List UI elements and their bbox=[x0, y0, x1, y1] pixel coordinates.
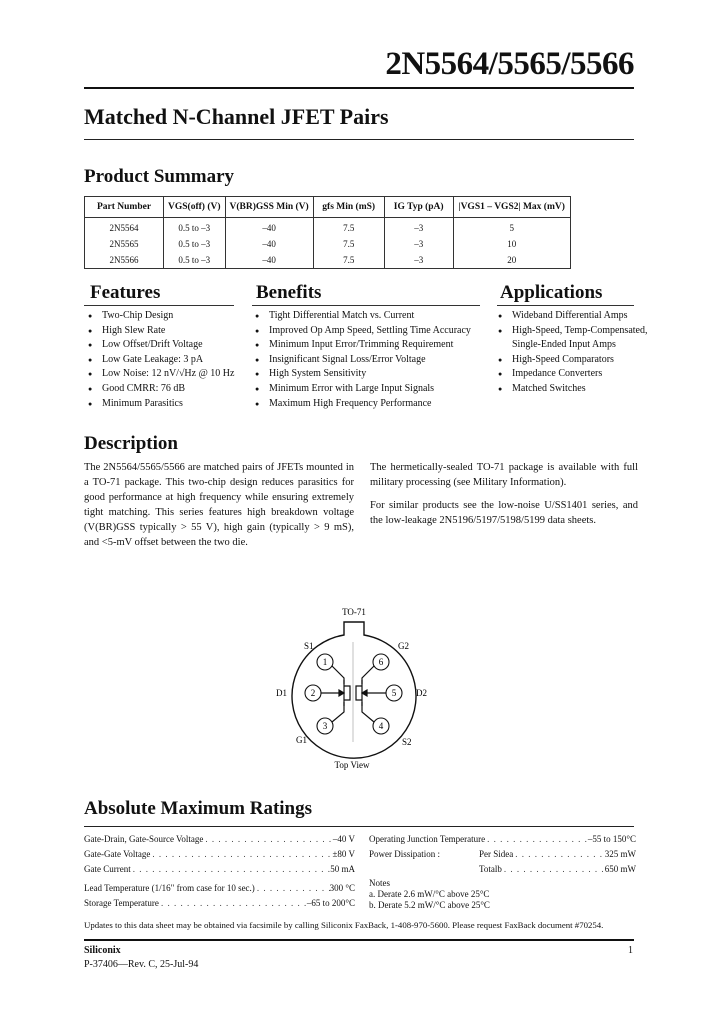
list-item: ● Good CMRR: 76 dB bbox=[88, 382, 234, 397]
list-item: ● High System Sensitivity bbox=[255, 367, 471, 382]
cell: –40 bbox=[225, 252, 313, 269]
table-row bbox=[85, 218, 571, 237]
col-vgs-diff: |VGS1 – VGS2| Max (mV) bbox=[453, 197, 570, 218]
cell: 5 bbox=[453, 218, 570, 237]
benefits-rule bbox=[252, 305, 480, 306]
ratings-notes bbox=[369, 878, 490, 910]
applications-rule bbox=[497, 305, 634, 306]
list-item: ● Low Gate Leakage: 3 pA bbox=[88, 353, 234, 368]
product-summary-table bbox=[84, 196, 571, 269]
cell: 20 bbox=[453, 252, 570, 269]
rating-label: Storage Temperature bbox=[84, 898, 159, 908]
package-label: TO-71 bbox=[342, 607, 366, 617]
pin-number: 3 bbox=[322, 721, 328, 731]
list-item: ● Tight Differential Match vs. Current bbox=[255, 309, 471, 324]
rating-value: 50 mA bbox=[330, 864, 355, 874]
list-item: ● Impedance Converters bbox=[498, 367, 647, 382]
col-part-number: Part Number bbox=[85, 197, 164, 218]
list-item: ● Minimum Error with Large Input Signals bbox=[255, 382, 471, 397]
table-header-row bbox=[85, 197, 571, 218]
cell: –40 bbox=[225, 236, 313, 252]
col-ig: IG Typ (pA) bbox=[384, 197, 453, 218]
rating-row bbox=[84, 832, 355, 847]
cell: 0.5 to –3 bbox=[164, 236, 226, 252]
notes-heading: Notes bbox=[369, 878, 390, 888]
table-row bbox=[85, 236, 571, 252]
list-item: ● Two-Chip Design bbox=[88, 309, 234, 324]
rating-label bbox=[369, 862, 479, 877]
cell: 7.5 bbox=[313, 218, 384, 237]
cell: 2N5564 bbox=[85, 218, 164, 237]
note-item: a. Derate 2.6 mW/°C above 25°C bbox=[369, 889, 490, 899]
part-number-title: 2N5564/5565/5566 bbox=[385, 46, 634, 82]
ratings-right bbox=[369, 832, 636, 877]
col-gfs: gfs Min (mS) bbox=[313, 197, 384, 218]
col-vgs-off: VGS(off) (V) bbox=[164, 197, 226, 218]
footer-doc-id: P-37406—Rev. C, 25-Jul-94 bbox=[84, 959, 199, 970]
list-item: ● High-Speed, Temp-Compensated, bbox=[498, 324, 647, 339]
features-heading: Features bbox=[90, 282, 161, 303]
rating-label: Power Dissipation : bbox=[369, 849, 440, 859]
rating-row bbox=[84, 896, 355, 911]
description-heading: Description bbox=[84, 433, 178, 454]
title-rule bbox=[84, 139, 634, 140]
label-s1: S1 bbox=[304, 641, 314, 651]
cell: 0.5 to –3 bbox=[164, 252, 226, 269]
rating-value: ±80 V bbox=[332, 849, 355, 859]
description-paragraph: The 2N5564/5565/5566 are matched pairs of JFETs mounted in a TO-71 package. This two-chip design reduces parasitics for good performance at high frequency while ensuring extremely tight matching. This series features high breakdown voltage (V(BR)GSS typically > 55 V), high gain (typically > 9 mS), and <5-mV offset between the two die. bbox=[84, 462, 354, 548]
ratings-heading: Absolute Maximum Ratings bbox=[84, 798, 313, 819]
rating-value: –40 V bbox=[332, 834, 355, 844]
footer-company: Siliconix bbox=[84, 945, 121, 956]
rating-value: –55 to 150°C bbox=[587, 834, 636, 844]
pin-number: 6 bbox=[378, 657, 384, 667]
rating-row bbox=[84, 862, 355, 877]
description-right bbox=[370, 460, 638, 536]
label-s2: S2 bbox=[402, 737, 412, 747]
pin-number: 4 bbox=[378, 721, 384, 731]
list-item: ● Low Offset/Drift Voltage bbox=[88, 338, 234, 353]
rating-row bbox=[369, 847, 636, 862]
applications-list bbox=[498, 309, 647, 397]
list-item: ● Wideband Differential Amps bbox=[498, 309, 647, 324]
rating-sublabel: Per Sidea bbox=[479, 849, 514, 859]
benefits-heading: Benefits bbox=[256, 282, 322, 303]
footer-page-number: 1 bbox=[628, 945, 633, 956]
product-summary-heading: Product Summary bbox=[84, 166, 235, 187]
rating-label: Operating Junction Temperature bbox=[369, 834, 486, 844]
list-item: ● High Slew Rate bbox=[88, 324, 234, 339]
cell: 2N5565 bbox=[85, 236, 164, 252]
description-left bbox=[84, 460, 354, 558]
cell: 0.5 to –3 bbox=[164, 218, 226, 237]
features-rule bbox=[84, 305, 234, 306]
rating-row bbox=[369, 832, 636, 847]
label-g1: G1 bbox=[296, 735, 307, 745]
top-view-label: Top View bbox=[334, 760, 370, 770]
list-item: ● Minimum Input Error/Trimming Requirement bbox=[255, 338, 471, 353]
list-item: ● Maximum High Frequency Performance bbox=[255, 397, 471, 412]
label-g2: G2 bbox=[398, 641, 409, 651]
rating-value: 300 °C bbox=[329, 883, 355, 893]
rating-row bbox=[84, 881, 355, 896]
cell: 7.5 bbox=[313, 252, 384, 269]
pin-number: 2 bbox=[310, 688, 316, 698]
note-item: b. Derate 5.2 mW/°C above 25°C bbox=[369, 900, 490, 910]
description-paragraph: The hermetically-sealed TO-71 package is available with full military processing (see Military Information). bbox=[370, 462, 638, 488]
page-title: Matched N-Channel JFET Pairs bbox=[84, 104, 389, 129]
cell: 7.5 bbox=[313, 236, 384, 252]
applications-heading: Applications bbox=[500, 282, 603, 303]
rating-value: 650 mW bbox=[604, 864, 636, 874]
list-item: ● Matched Switches bbox=[498, 382, 647, 397]
table-row bbox=[85, 252, 571, 269]
pin-number: 1 bbox=[322, 657, 328, 667]
rating-value: 325 mW bbox=[604, 849, 636, 859]
ratings-rule bbox=[84, 826, 634, 827]
cell: –3 bbox=[384, 236, 453, 252]
list-item: ● Low Noise: 12 nV/√Hz @ 10 Hz bbox=[88, 367, 234, 382]
pin-number: 5 bbox=[391, 688, 397, 698]
list-item: ● Improved Op Amp Speed, Settling Time Accuracy bbox=[255, 324, 471, 339]
rating-row bbox=[369, 862, 636, 877]
list-item: ● High-Speed Comparators bbox=[498, 353, 647, 368]
label-d1: D1 bbox=[276, 688, 287, 698]
cell: –40 bbox=[225, 218, 313, 237]
list-item: Single-Ended Input Amps bbox=[512, 339, 616, 351]
footer-rule bbox=[84, 939, 634, 941]
ratings-left bbox=[84, 832, 355, 911]
to71-pinout-diagram bbox=[270, 602, 430, 772]
features-list bbox=[88, 309, 234, 411]
header-rule bbox=[84, 87, 634, 89]
rating-sublabel: Totalb bbox=[479, 864, 502, 874]
cell: 10 bbox=[453, 236, 570, 252]
list-item: ● Minimum Parasitics bbox=[88, 397, 234, 412]
rating-label: Gate Current bbox=[84, 864, 131, 874]
cell: 2N5566 bbox=[85, 252, 164, 269]
rating-label: Lead Temperature (1/16" from case for 10 sec.) bbox=[84, 883, 255, 893]
rating-label: Gate-Gate Voltage bbox=[84, 849, 151, 859]
cell: –3 bbox=[384, 218, 453, 237]
benefits-list bbox=[255, 309, 471, 411]
list-item: ● Insignificant Signal Loss/Error Voltage bbox=[255, 353, 471, 368]
update-note: Updates to this data sheet may be obtained via facsimile by calling Siliconix FaxBack, 1-408-970-5600. Please request FaxBack document #70254. bbox=[84, 920, 604, 930]
rating-value: –65 to 200°C bbox=[306, 898, 355, 908]
description-paragraph: For similar products see the low-noise U/SS1401 series, and the low-leakage 2N5196/5197/5198/5199 data sheets. bbox=[370, 500, 638, 526]
rating-row bbox=[84, 847, 355, 862]
col-vbr-gss: V(BR)GSS Min (V) bbox=[225, 197, 313, 218]
rating-label: Gate-Drain, Gate-Source Voltage bbox=[84, 834, 204, 844]
label-d2: D2 bbox=[416, 688, 427, 698]
cell: –3 bbox=[384, 252, 453, 269]
